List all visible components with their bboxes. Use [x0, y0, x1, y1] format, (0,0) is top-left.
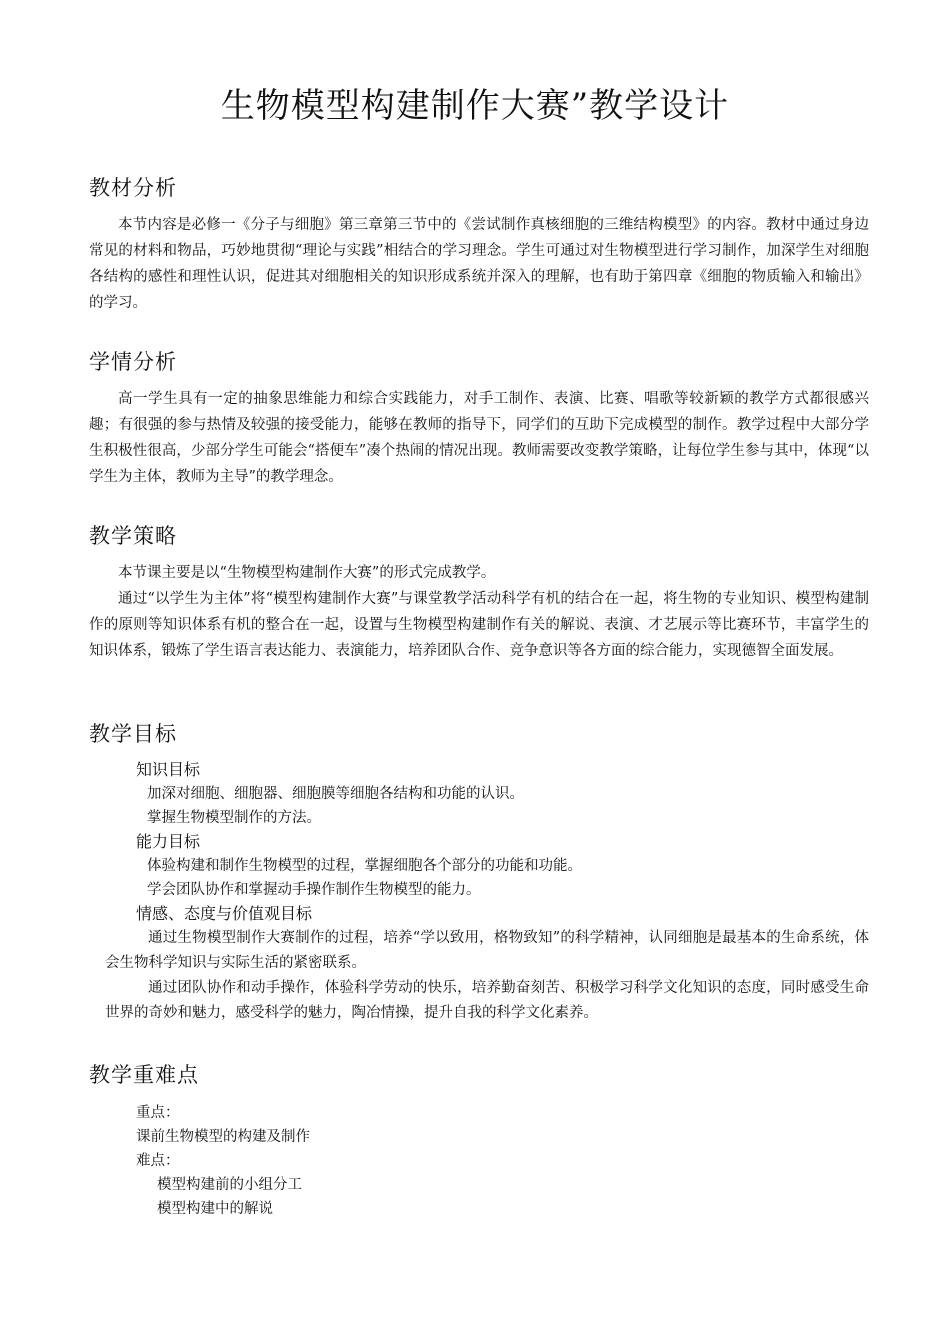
section-paragraph: 高一学生具有一定的抽象思维能力和综合实践能力，对手工制作、表演、比赛、唱歌等较新颖的教学方式都很感兴趣；有很强的参与热情及较强的接受能力，能够在教师的指导下，同学们的互助下完成模型的制作。教学过程中大部分学生积极性很高，少部分学生可能会“搭便车”凑个热闹的情况出现。教师需要改变教学策略，让每位学生参与其中，体现“以学生为主体，教师为主导”的教学理念。 [89, 391, 869, 485]
section-heading: 教材分析 [89, 176, 177, 200]
section-heading: 教学目标 [89, 722, 177, 746]
emotion-goal-label: 情感、态度与价值观目标 [136, 904, 313, 923]
ability-goal-item: 体验构建和制作生物模型的过程，掌握细胞各个部分的功能和功能。 [147, 858, 582, 874]
ability-goal-item: 学会团队协作和掌握动手操作制作生物模型的能力。 [147, 882, 481, 898]
difficulty-item: 模型构建前的小组分工 [157, 1177, 302, 1193]
section-goals [89, 718, 869, 1026]
knowledge-goal-label: 知识目标 [136, 760, 201, 779]
emotion-goal-item: 通过团队协作和动手操作，体验科学劳动的快乐，培养勤奋刻苦、积极学习科学文化知识的态度，同时感受生命世界的奇妙和魅力，感受科学的魅力，陶冶情操，提升自我的科学文化素养。 [105, 980, 869, 1021]
section-paragraph: 通过“以学生为主体”将“模型构建制作大赛”与课堂教学活动科学有机的结合在一起，将生物的专业知识、模型构建制作的原则等知识体系有机的整合在一起，设置与生物模型构建制作有关的解说、表演、才艺展示等比赛环节，丰富学生的知识体系，锻炼了学生语言表达能力、表演能力，培养团队合作、竞争意识等各方面的综合能力，实现德智全面发展。 [89, 591, 869, 659]
knowledge-goal-item: 掌握生物模型制作的方法。 [147, 810, 321, 826]
ability-goal-label: 能力目标 [136, 832, 201, 851]
section-strategy [89, 520, 869, 664]
section-heading: 教学重难点 [89, 1063, 199, 1087]
emotion-goal-item: 通过生物模型制作大赛制作的过程，培养“学以致用，格物致知”的科学精神，认同细胞是最基本的生命系统，体会生物科学知识与实际生活的紧密联系。 [105, 930, 869, 971]
section-paragraph: 本节课主要是以“生物模型构建制作大赛”的形式完成教学。 [118, 565, 496, 581]
difficulty-item: 模型构建中的解说 [157, 1201, 273, 1217]
section-heading: 教学策略 [89, 524, 177, 548]
section-heading: 学情分析 [89, 350, 177, 374]
key-point-label: 重点： [136, 1105, 180, 1121]
page-title: 生物模型构建制作大赛”教学设计 [220, 86, 730, 126]
section-paragraph: 本节内容是必修一《分子与细胞》第三章第三节中的《尝试制作真核细胞的三维结构模型》的内容。教材中通过身边常见的材料和物品，巧妙地贯彻“理论与实践”相结合的学习理念。学生可通过对生物模型进行学习制作，加深学生对细胞各结构的感性和理性认识，促进其对细胞相关的知识形成系统并深入的理解，也有助于第四章《细胞的物质输入和输出》的学习。 [89, 217, 869, 311]
difficulty-label: 难点： [136, 1153, 180, 1169]
section-materials [89, 172, 869, 316]
key-point-item: 课前生物模型的构建及制作 [136, 1129, 310, 1145]
section-keypoints [89, 1059, 869, 1221]
section-students [89, 346, 869, 490]
knowledge-goal-item: 加深对细胞、细胞器、细胞膜等细胞各结构和功能的认识。 [147, 786, 524, 802]
